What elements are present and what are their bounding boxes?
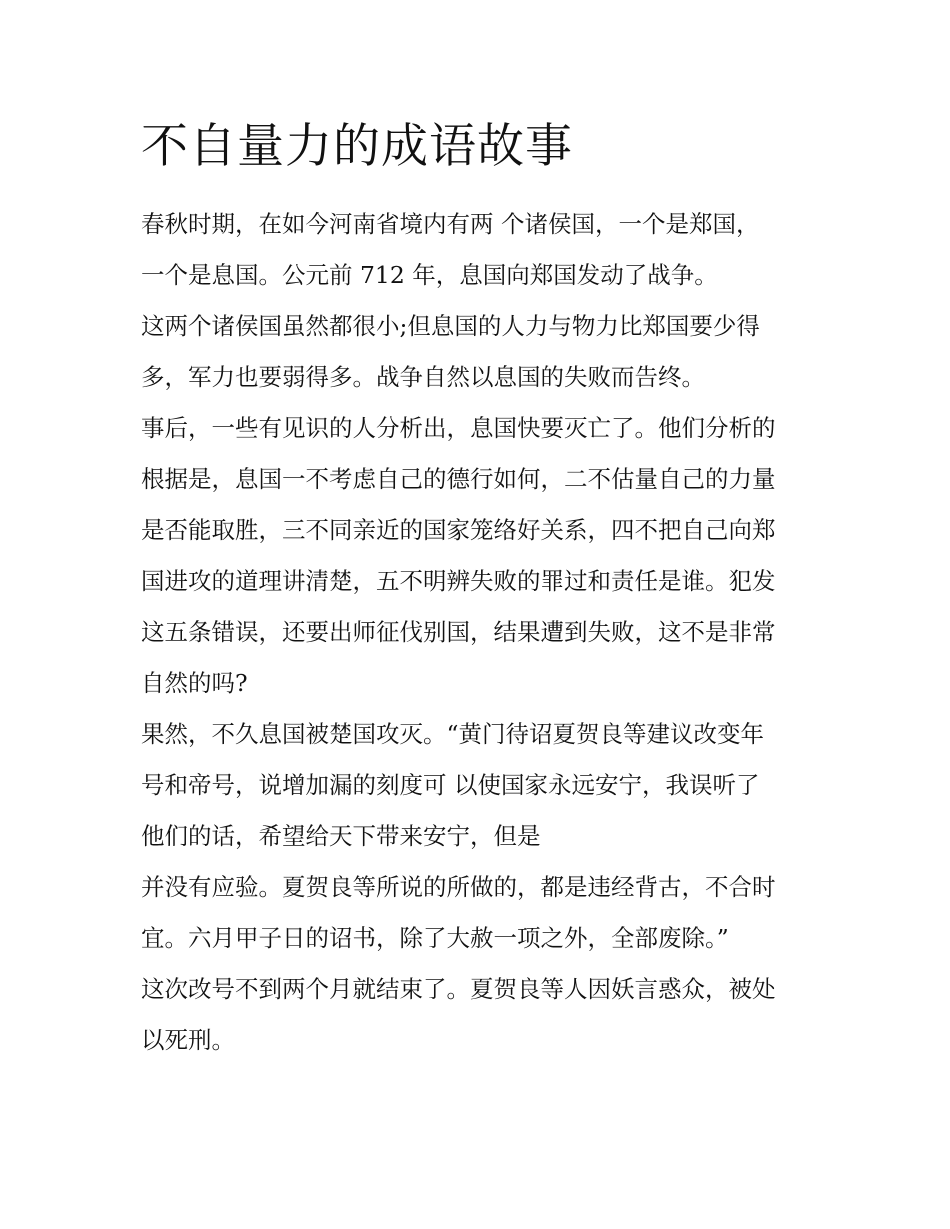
text-line: 国进攻的道理讲清楚，五不明辨失败的罪过和责任是谁。犯发	[141, 567, 776, 595]
text-line: 自然的吗?	[141, 669, 248, 697]
text-line: 根据是，息国一不考虑自己的德行如何，二不估量自己的力量	[141, 465, 776, 493]
document-title: 不自量力的成语故事	[141, 119, 573, 174]
text-line: 宜。六月甲子日的诏书，除了大赦一项之外，全部废除。”	[141, 924, 729, 952]
document-body	[141, 199, 821, 1066]
text-line: 事后，一些有见识的人分析出，息国快要灭亡了。他们分析的	[141, 414, 776, 442]
text-line: 以死刑。	[141, 1026, 235, 1054]
text-line: 这五条错误，还要出师征伐别国，结果遭到失败，这不是非常	[141, 618, 776, 646]
text-line: 是否能取胜，三不同亲近的国家笼络好关系，四不把自己向郑	[141, 516, 776, 544]
text-line: 多，军力也要弱得多。战争自然以息国的失败而告终。	[141, 363, 705, 391]
text-line: 他们的话，希望给天下带来安宁，但是	[141, 822, 541, 850]
text-line: 这两个诸侯国虽然都很小;但息国的人力与物力比郑国要少得	[141, 312, 760, 340]
text-line: 并没有应验。夏贺良等所说的所做的，都是违经背古，不合时	[141, 873, 776, 901]
text-line: 春秋时期，在如今河南省境内有两 个诸侯国，一个是郑国，	[141, 210, 760, 238]
text-line: 这次改号不到两个月就结束了。夏贺良等人因妖言惑众，被处	[141, 975, 776, 1003]
text-line: 号和帝号，说增加漏的刻度可 以使国家永远安宁，我误听了	[141, 771, 760, 799]
text-line: 一个是息国。公元前 712 年，息国向郑国发动了战争。	[141, 261, 718, 289]
text-line: 果然，不久息国被楚国攻灭。“黄门待诏夏贺良等建议改变年	[141, 720, 765, 748]
